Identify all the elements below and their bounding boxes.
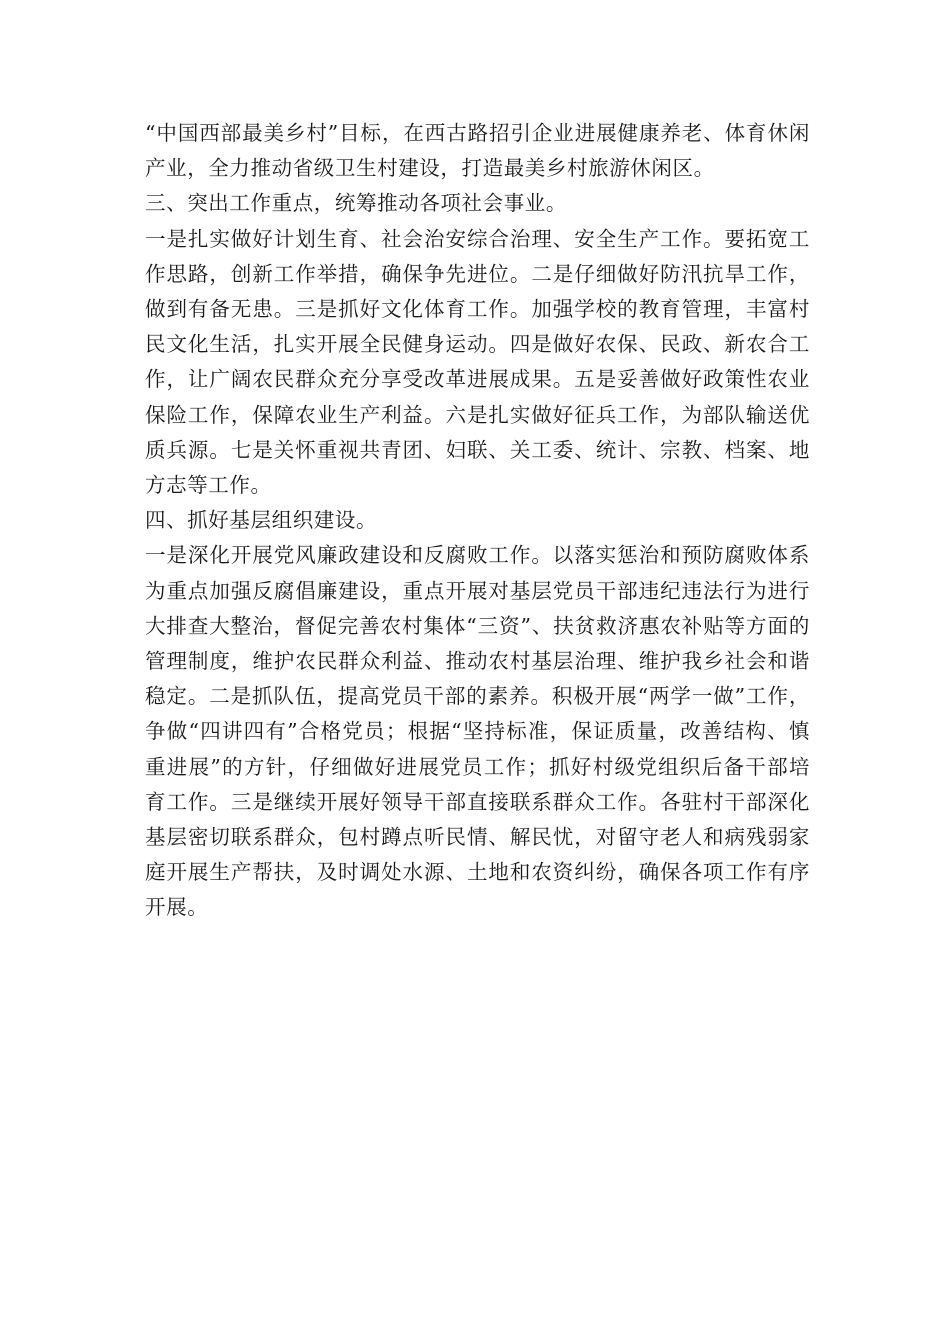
document-body — [145, 116, 810, 926]
section-heading-4: 四、抓好基层组织建设。 — [145, 508, 378, 533]
section-heading-3: 三、突出工作重点，统筹推动各项社会事业。 — [145, 191, 567, 216]
paragraph-social-affairs: 一是扎实做好计划生育、社会治安综合治理、安全生产工作。要拓宽工作思路，创新工作举措，确保争先进位。二是仔细做好防汛抗旱工作，做到有备无患。三是抓好文化体育工作。加强学校的教育管理，丰富村民文化生活，扎实开展全民健身运动。四是做好农保、民政、新农合工作，让广阔农民群众充分享受改革进展成果。五是妥善做好政策性农业保险工作，保障农业生产利益。六是扎实做好征兵工作，为部队输送优质兵源。七是关怀重视共青团、妇联、关工委、统计、宗教、档案、地方志等工作。 — [145, 226, 810, 498]
paragraph-intro-goal: “中国西部最美乡村”目标，在西古路招引企业进展健康养老、体育休闲产业，全力推动省级卫生村建设，打造最美乡村旅游休闲区。 — [145, 121, 810, 181]
paragraph-grassroots-organization: 一是深化开展党风廉政建设和反腐败工作。以落实惩治和预防腐败体系为重点加强反腐倡廉建设，重点开展对基层党员干部违纪违法行为进行大排查大整治，督促完善农村集体“三资”、扶贫救济惠农补贴等方面的管理制度，维护农民群众利益、推动农村基层治理、维护我乡社会和谐稳定。二是抓队伍，提高党员干部的素养。积极开展“两学一做”工作，争做“四讲四有”合格党员；根据“坚持标准，保证质量，改善结构、慎重进展”的方针，仔细做好进展党员工作；抓好村级党组织后备干部培育工作。三是继续开展好领导干部直接联系群众工作。各驻村干部深化基层密切联系群众，包村蹲点听民情、解民忧，对留守老人和病残弱家庭开展生产帮扶，及时调处水源、土地和农资纠纷，确保各项工作有序开展。 — [145, 543, 810, 920]
